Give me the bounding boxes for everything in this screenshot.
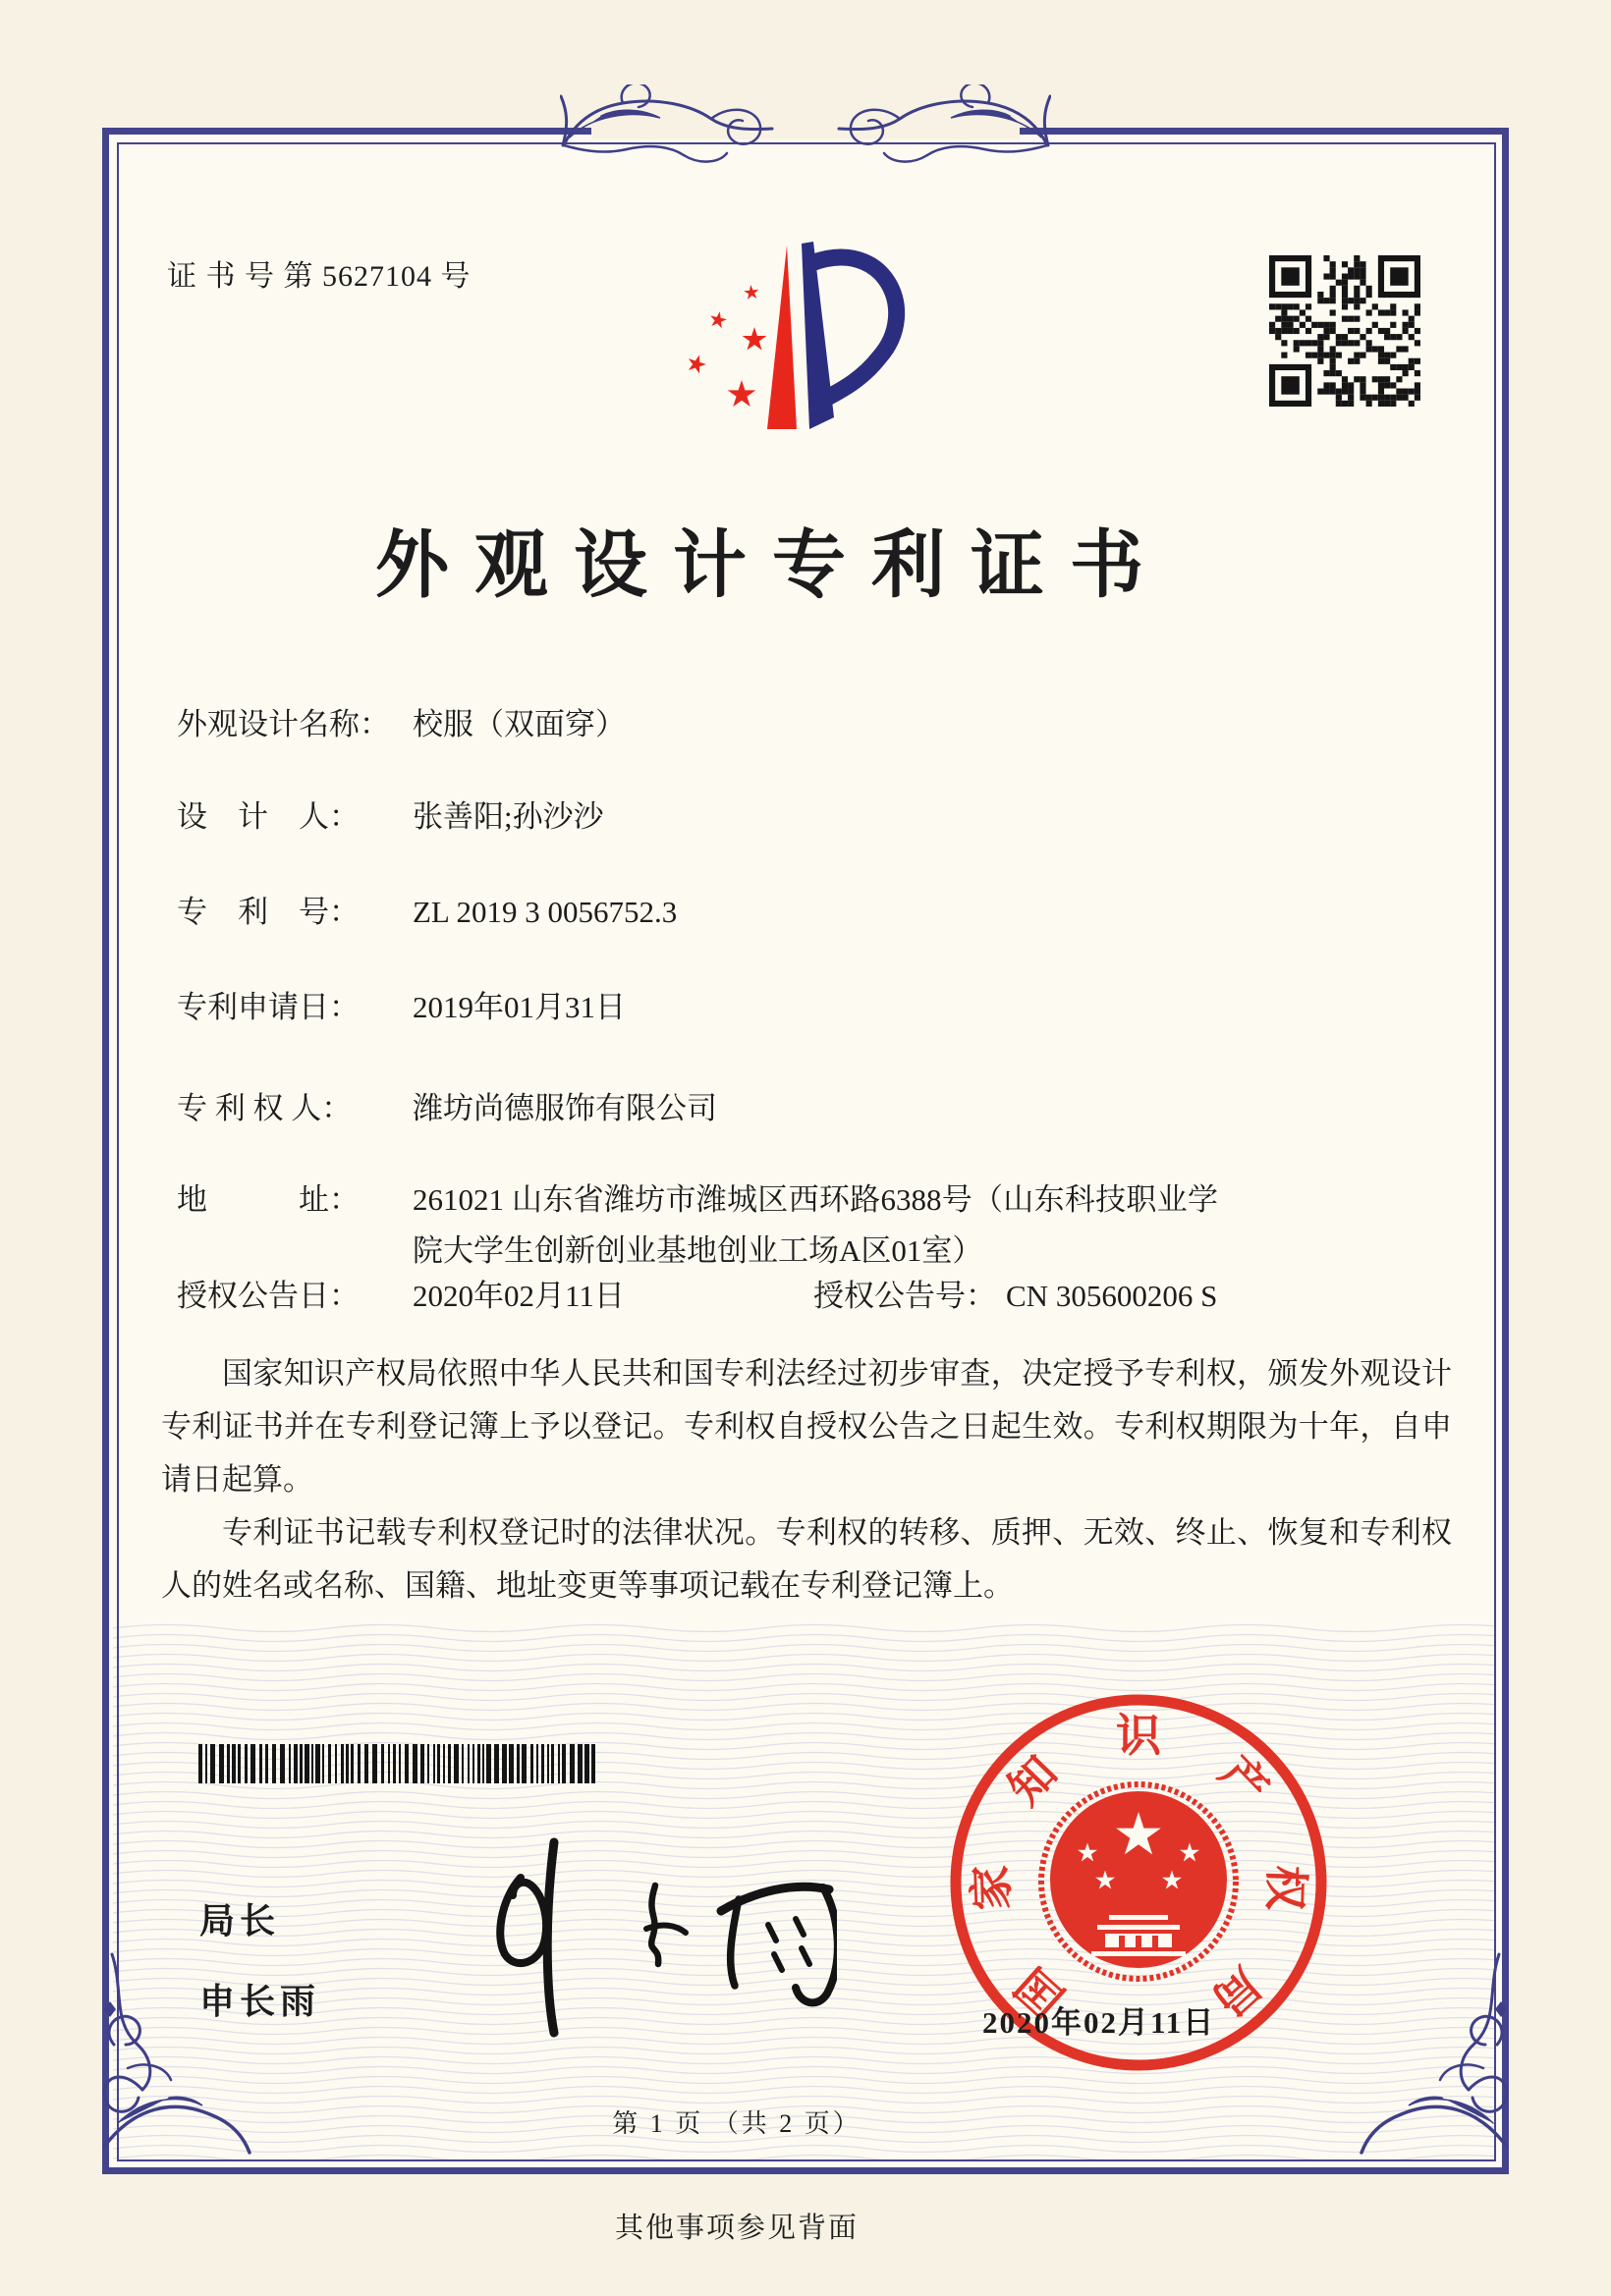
field-designer <box>177 792 604 836</box>
top-scroll-ornament-icon <box>560 84 1051 187</box>
seal-date: 2020年02月11日 <box>982 2005 1216 2040</box>
field-design-name <box>177 699 626 743</box>
svg-text:产: 产 <box>1210 1746 1278 1815</box>
field-label: 授权公告日： <box>177 1279 360 1313</box>
field-label: 外观设计名称： <box>177 707 390 741</box>
field-value: 2020年02月11日 <box>413 1279 625 1313</box>
paragraph: 国家知识产权局依照中华人民共和国专利法经过初步审查，决定授予专利权，颁发外观设计专利证书并在专利登记簿上予以登记。专利权自授权公告之日起生效。专利权期限为十年，自申请日起算。 <box>161 1356 1452 1497</box>
svg-text:家: 家 <box>966 1864 1018 1912</box>
cnipa-logo-icon <box>639 228 933 439</box>
certificate-number: 证 书 号 第 5627104 号 <box>167 260 472 293</box>
field-value: 2019年01月31日 <box>413 990 626 1024</box>
field-label: 专 利 号： <box>177 895 360 929</box>
signer-name: 申长雨 <box>199 1982 321 2022</box>
svg-text:识: 识 <box>1116 1711 1161 1761</box>
svg-text:局: 局 <box>1202 1957 1271 2026</box>
paragraph: 专利证书记载专利权登记时的法律状况。专利权的转移、质押、无效、终止、恢复和专利权人的姓名或名称、国籍、地址变更等事项记载在专利登记簿上。 <box>161 1515 1452 1603</box>
svg-text:知: 知 <box>999 1746 1067 1815</box>
page-number: 第 1 页 （共 2 页） <box>612 2109 861 2138</box>
field-label: 设 计 人： <box>177 799 360 834</box>
corner-flourish-right-icon <box>1342 1950 1528 2176</box>
field-grant-date <box>177 1271 1218 1315</box>
field-address <box>177 1175 1218 1277</box>
svg-text:权: 权 <box>1259 1864 1311 1912</box>
field-label: 授权公告号： <box>813 1279 996 1313</box>
field-patentee <box>177 1083 717 1127</box>
field-label: 专 利 权 人： <box>177 1091 353 1125</box>
field-label: 专利申请日： <box>177 990 360 1024</box>
field-value: 261021 山东省潍坊市潍城区西环路6388号（山东科技职业学院大学生创新创业基地创业工场A区01室） <box>413 1182 1218 1268</box>
signature-icon <box>444 1834 837 2050</box>
field-value: 张善阳;孙沙沙 <box>413 799 604 834</box>
certificate-title: 外观设计专利证书 <box>374 525 1169 607</box>
field-value: 潍坊尚德服饰有限公司 <box>413 1091 717 1125</box>
signer-title: 局长 <box>199 1901 281 1941</box>
field-patent-number <box>177 887 677 931</box>
legal-text <box>161 1347 1452 1613</box>
field-grant-number <box>813 1271 1217 1315</box>
back-note: 其他事项参见背面 <box>614 2213 859 2244</box>
barcode-icon <box>196 1744 607 1783</box>
field-label: 地 址： <box>177 1182 360 1217</box>
qr-code-icon <box>1269 255 1420 407</box>
field-value: 校服（双面穿） <box>413 707 626 741</box>
field-value: ZL 2019 3 0056752.3 <box>413 895 678 929</box>
svg-text:国: 国 <box>1006 1957 1075 2026</box>
field-filing-date <box>177 982 626 1026</box>
field-value: CN 305600206 S <box>1006 1279 1218 1313</box>
